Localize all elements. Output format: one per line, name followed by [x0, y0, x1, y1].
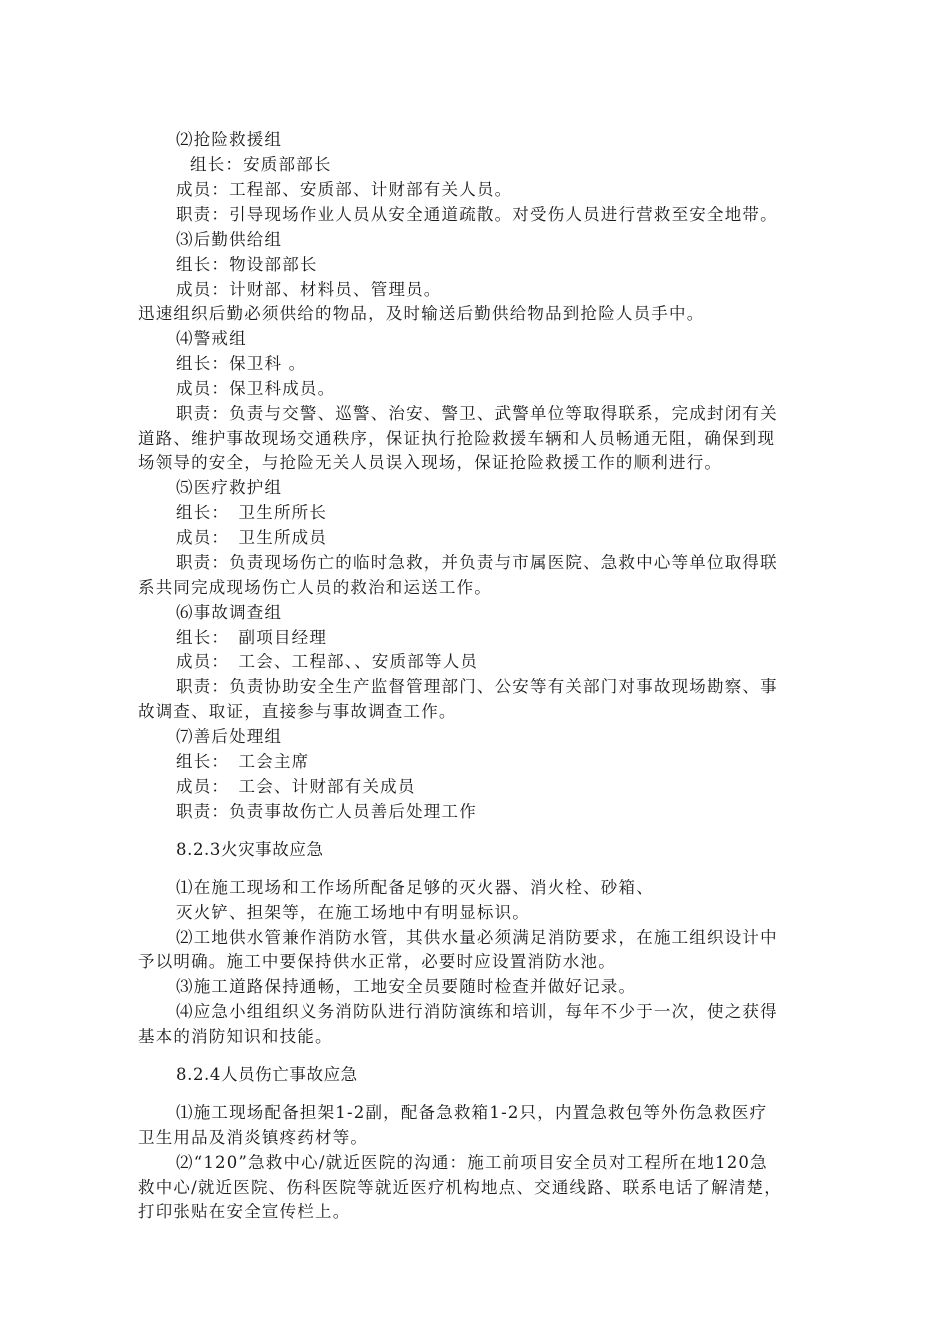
paragraph-line: 组长： 卫生所所长	[176, 503, 328, 522]
paragraph-line: ⑵“120”急救中心/就近医院的沟通：施工前项目安全员对工程所在地120急	[176, 1153, 768, 1172]
paragraph-line: 职责：负责现场伤亡的临时急救，并负责与市属医院、急救中心等单位取得联	[176, 553, 778, 572]
section-heading-investigation-group: ⑹事故调查组	[176, 603, 283, 622]
paragraph-line: ⑴在施工现场和工作场所配备足够的灭火器、消火栓、砂箱、	[176, 878, 654, 897]
section-heading-logistics-group: ⑶后勤供给组	[176, 230, 283, 249]
paragraph-line: 基本的消防知识和技能。	[138, 1027, 333, 1046]
paragraph-line: 系共同完成现场伤亡人员的救治和运送工作。	[138, 578, 492, 597]
paragraph-line: 组长： 副项目经理	[176, 628, 328, 647]
section-heading-aftermath-group: ⑺善后处理组	[176, 727, 283, 746]
paragraph-line: 成员：保卫科成员。	[176, 379, 336, 398]
paragraph-line: 故调查、取证，直接参与事故调查工作。	[138, 702, 457, 721]
section-heading-guard-group: ⑷警戒组	[176, 329, 247, 348]
paragraph-line: 成员： 工会、计财部有关成员	[176, 777, 416, 796]
paragraph-line: 打印张贴在安全宣传栏上。	[138, 1202, 351, 1221]
section-heading-casualty-emergency: 8.2.4人员伤亡事故应急	[176, 1065, 358, 1084]
paragraph-line: ⑷应急小组组织义务消防队进行消防演练和培训，每年不少于一次，使之获得	[176, 1002, 778, 1021]
paragraph-line: 成员： 工会、工程部、、安质部等人员	[176, 652, 479, 671]
paragraph-line: 组长： 工会主席	[176, 752, 310, 771]
paragraph-line: 组长：物设部部长	[176, 255, 318, 274]
paragraph-line: 道路、维护事故现场交通秩序，保证执行抢险救援车辆和人员畅通无阻，确保到现	[138, 429, 776, 448]
paragraph-line: 组长：保卫科 。	[176, 354, 307, 373]
section-heading-rescue-group: ⑵抢险救援组	[176, 130, 283, 149]
paragraph-line: 组长：安质部部长	[190, 155, 332, 174]
paragraph-line: 灭火铲、担架等，在施工场地中有明显标识。	[176, 903, 530, 922]
section-heading-medical-group: ⑸医疗救护组	[176, 478, 283, 497]
paragraph-line: ⑴施工现场配备担架1-2副，配备急救箱1-2只，内置急救包等外伤急救医疗	[176, 1103, 768, 1122]
paragraph-line: 职责：引导现场作业人员从安全通道疏散。对受伤人员进行营救至安全地带。	[176, 205, 778, 224]
paragraph-line: ⑶施工道路保持通畅，工地安全员要随时检查并做好记录。	[176, 977, 637, 996]
paragraph-line: 救中心/就近医院、伤科医院等就近医疗机构地点、交通线路、联系电话了解清楚，	[138, 1178, 782, 1197]
paragraph-line: 成员： 卫生所成员	[176, 528, 328, 547]
paragraph-line: 迅速组织后勤必须供给的物品，及时输送后勤供给物品到抢险人员手中。	[138, 304, 705, 323]
paragraph-line: 成员：工程部、安质部、计财部有关人员。	[176, 180, 513, 199]
paragraph-line: ⑵工地供水管兼作消防水管，其供水量必须满足消防要求，在施工组织设计中	[176, 928, 778, 947]
paragraph-line: 场领导的安全，与抢险无关人员误入现场，保证抢险救援工作的顺利进行。	[138, 453, 723, 472]
paragraph-line: 卫生用品及消炎镇疼药材等。	[138, 1128, 369, 1147]
paragraph-line: 职责：负责协助安全生产监督管理部门、公安等有关部门对事故现场勘察、事	[176, 677, 778, 696]
section-heading-fire-emergency: 8.2.3火灾事故应急	[176, 840, 324, 859]
paragraph-line: 职责：负责事故伤亡人员善后处理工作	[176, 802, 477, 821]
paragraph-line: 成员：计财部、材料员、管理员。	[176, 280, 442, 299]
paragraph-line: 予以明确。施工中要保持供水正常，必要时应设置消防水池。	[138, 952, 616, 971]
paragraph-line: 职责：负责与交警、巡警、治安、警卫、武警单位等取得联系，完成封闭有关	[176, 404, 778, 423]
